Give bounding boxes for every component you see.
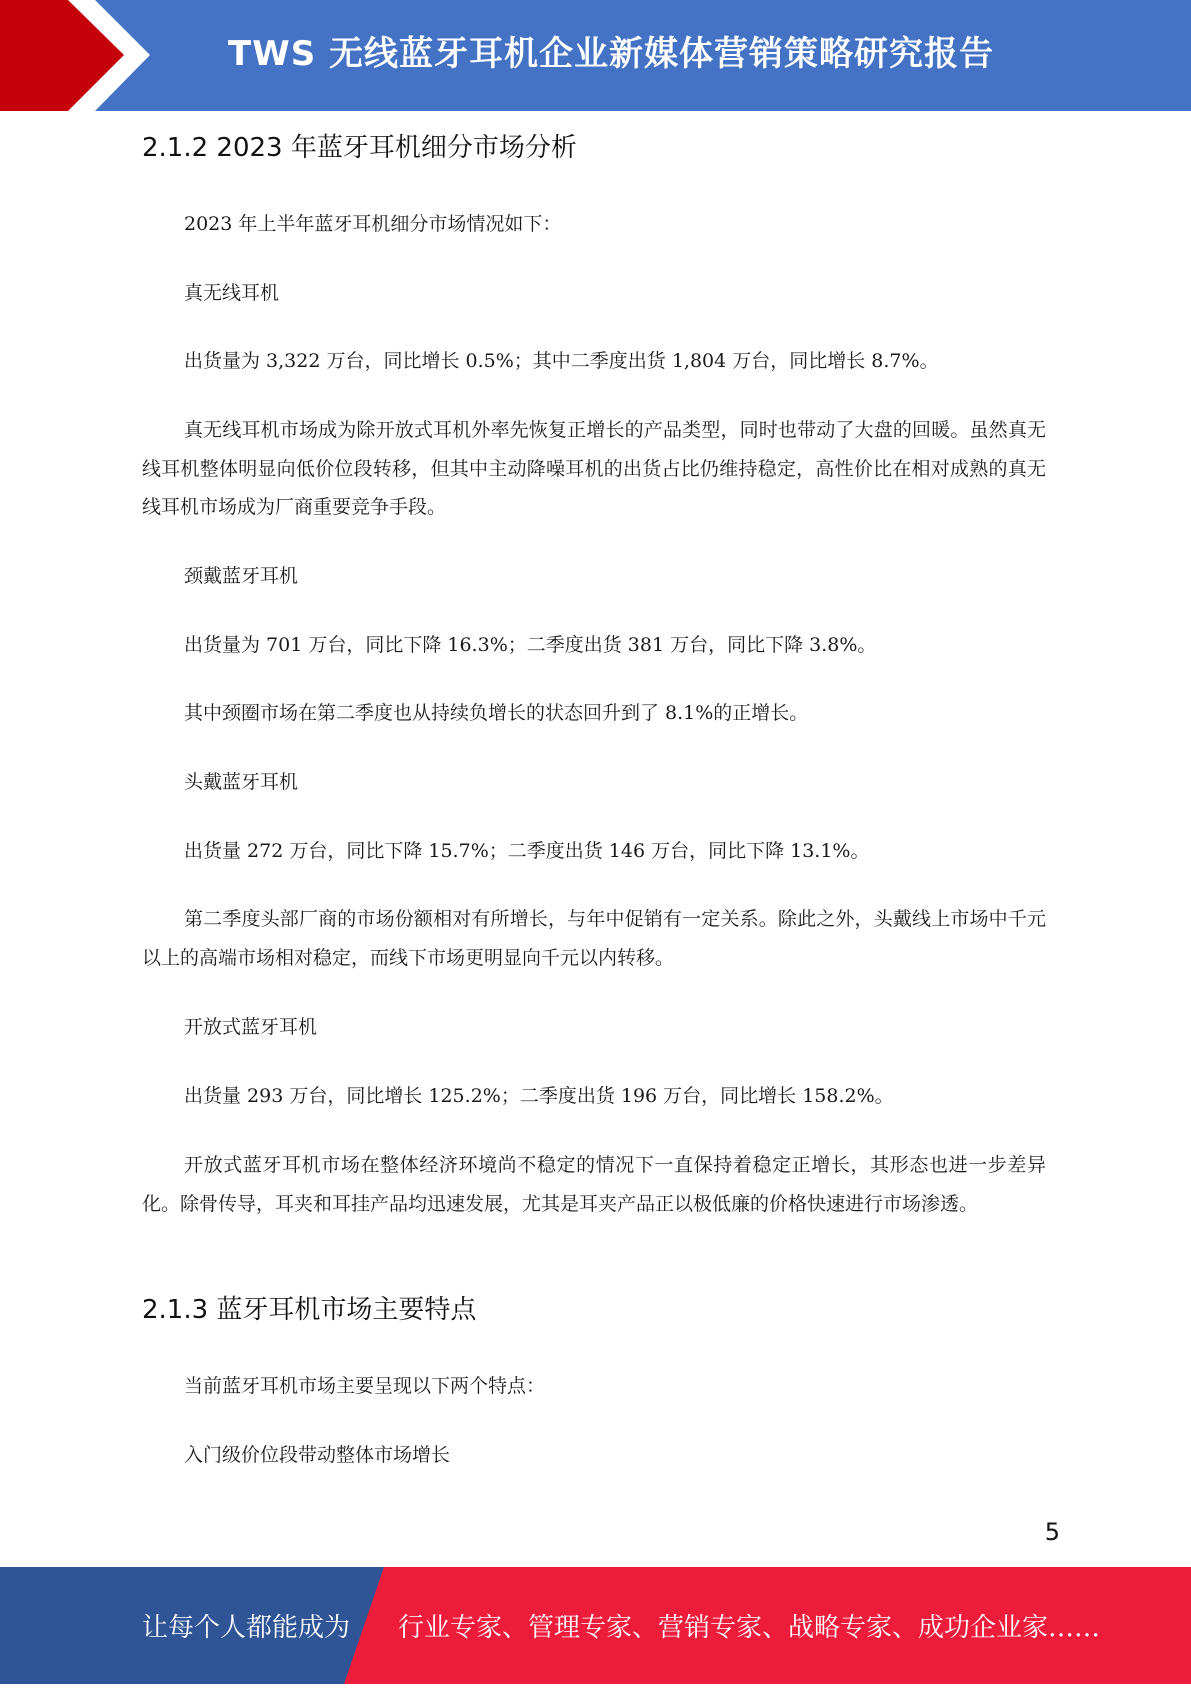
paragraph-neckband-analysis: 其中颈圈市场在第二季度也从持续负增长的状态回升到了 8.1%的正增长。	[184, 702, 809, 724]
paragraph-open-ear-shipments: 出货量 293 万台，同比增长 125.2%；二季度出货 196 万台，同比增长 158.2%。	[184, 1085, 894, 1107]
paragraph-headband-shipments: 出货量 272 万台，同比下降 15.7%；二季度出货 146 万台，同比下降 13.1%。	[184, 840, 870, 862]
paragraph-headband-analysis: 第二季度头部厂商的市场份额相对有所增长，与年中促销有一定关系。除此之外，头戴线上市场中千元以上的高端市场相对稳定，而线下市场更明显向千元以内转移。	[142, 908, 1046, 969]
subheading-neckband: 颈戴蓝牙耳机	[184, 565, 299, 587]
paragraph-open-ear-analysis: 开放式蓝牙耳机市场在整体经济环境尚不稳定的情况下一直保持着稳定正增长，其形态也进一步差异化。除骨传导，耳夹和耳挂产品均迅速发展，尤其是耳夹产品正以极低廉的价格快速进行市场渗透。	[142, 1154, 1046, 1215]
report-title: TWS 无线蓝牙耳机企业新媒体营销策略研究报告	[228, 34, 995, 74]
page-number: 5	[1044, 1518, 1060, 1546]
subheading-entry-level: 入门级价位段带动整体市场增长	[184, 1444, 451, 1466]
page-footer	[0, 1567, 1191, 1684]
section-heading-2-1-2: 2.1.2 2023 年蓝牙耳机细分市场分析	[142, 133, 577, 163]
subheading-open-ear: 开放式蓝牙耳机	[184, 1016, 318, 1038]
subheading-headband: 头戴蓝牙耳机	[184, 771, 299, 793]
paragraph-neckband-shipments: 出货量为 701 万台，同比下降 16.3%；二季度出货 381 万台，同比下降 3.8%。	[184, 634, 877, 656]
page-header	[0, 0, 1191, 111]
paragraph-intro: 2023 年上半年蓝牙耳机细分市场情况如下：	[184, 213, 562, 235]
section-heading-2-1-3: 2.1.3 蓝牙耳机市场主要特点	[142, 1295, 477, 1325]
paragraph-features-intro: 当前蓝牙耳机市场主要呈现以下两个特点：	[184, 1375, 546, 1397]
subheading-true-wireless: 真无线耳机	[184, 282, 280, 304]
footer-slogan-left: 让每个人都能成为	[142, 1613, 351, 1643]
footer-slogan-right: 行业专家、管理专家、营销专家、战略专家、成功企业家……	[398, 1613, 1101, 1643]
paragraph-tws-analysis: 真无线耳机市场成为除开放式耳机外率先恢复正增长的产品类型，同时也带动了大盘的回暖。虽然真无线耳机整体明显向低价位段转移，但其中主动降噪耳机的出货占比仍维持稳定，高性价比在相对成熟的真无线耳机市场成为厂商重要竞争手段。	[142, 419, 1046, 518]
paragraph-tws-shipments: 出货量为 3,322 万台，同比增长 0.5%；其中二季度出货 1,804 万台，同比增长 8.7%。	[184, 350, 939, 372]
